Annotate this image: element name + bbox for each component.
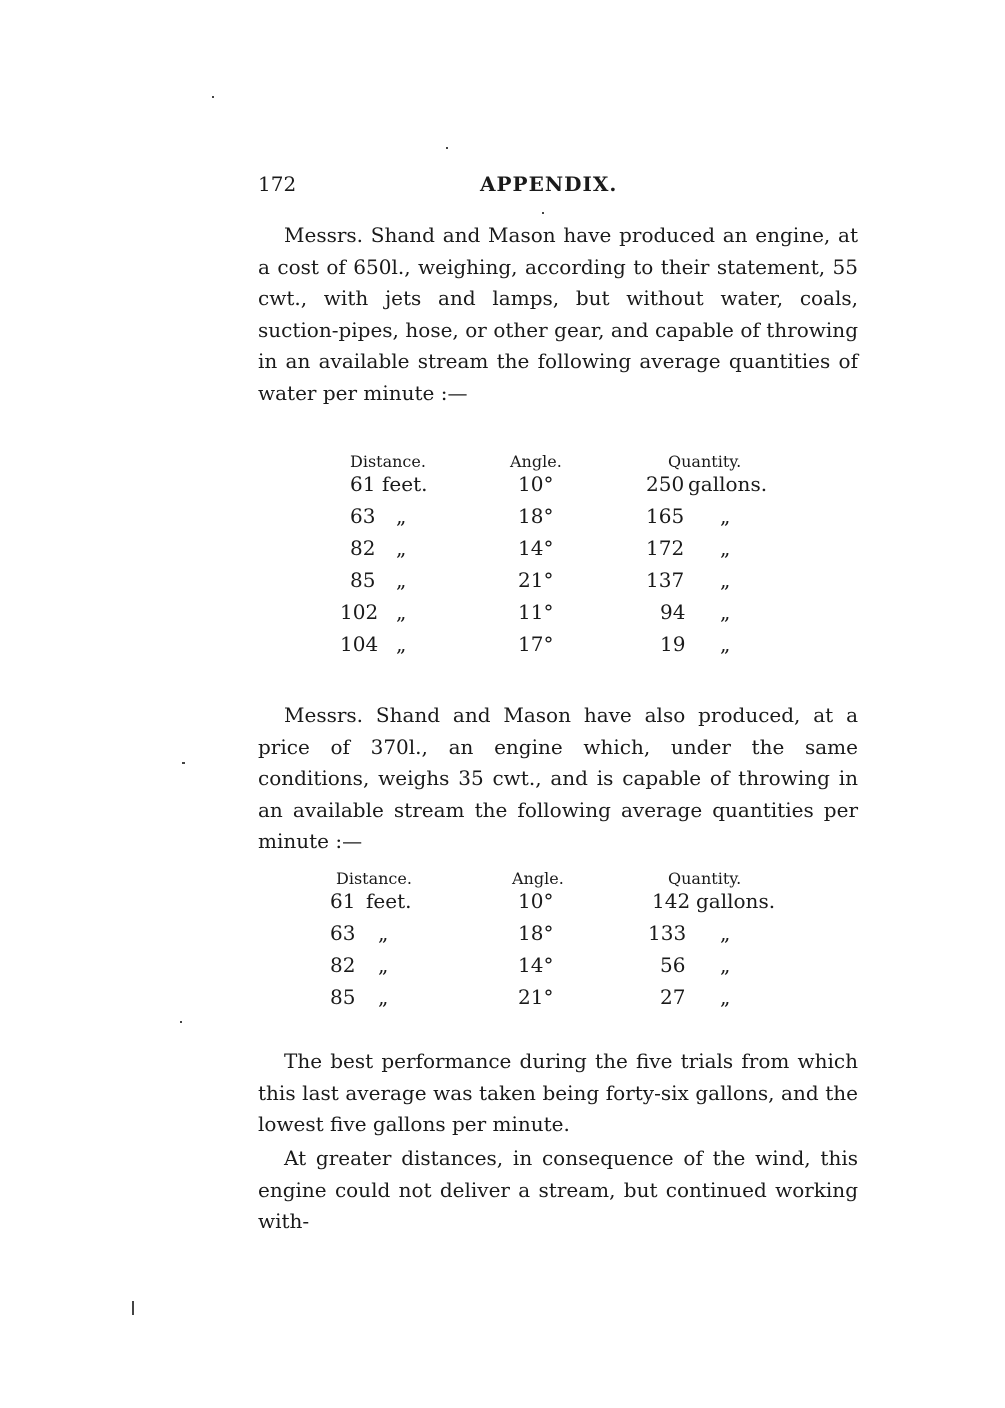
scan-speck xyxy=(182,762,185,764)
paragraph-1: Messrs. Shand and Mason have produced an engine, at a cost of 650l., weighing, according to their statement, 55 cwt., with jets and lamps, but without water, coals, suction-pipes, hose, or other gear, and capable of throwing in an available stream the following average quantities of water per minute :— xyxy=(258,223,858,405)
scan-speck xyxy=(132,1301,134,1315)
scan-speck xyxy=(180,1021,182,1023)
table-row: 61 feet. 10° 250 gallons. xyxy=(350,472,768,496)
paragraph-3: The best performance during the five trials from which this last average was taken being forty-six gallons, and the lowest five gallons per minute. xyxy=(258,1049,858,1136)
table-row: 104 „ 17° 19 „ xyxy=(340,632,731,656)
column-header-angle: Angle. xyxy=(510,452,562,471)
paragraph-4: At greater distances, in consequence of the wind, this engine could not deliver a stream, but continued working with- xyxy=(258,1146,858,1233)
page-number: 172 xyxy=(258,172,297,196)
table-row: 85 „ 21° 27 „ xyxy=(330,985,731,1009)
column-header-quantity: Quantity. xyxy=(668,452,742,471)
column-header-distance: Distance. xyxy=(350,452,426,471)
table-row: 102 „ 11° 94 „ xyxy=(340,600,731,624)
column-header-quantity: Quantity. xyxy=(668,869,742,888)
table-row: 82 „ 14° 172 „ xyxy=(350,536,731,560)
table-row: 63 „ 18° 133 „ xyxy=(330,921,731,945)
scan-speck xyxy=(212,96,214,98)
table-row: 63 „ 18° 165 „ xyxy=(350,504,731,528)
table-row: 85 „ 21° 137 „ xyxy=(350,568,731,592)
scan-speck xyxy=(446,147,448,149)
page-header xyxy=(258,172,858,202)
paragraph-2: Messrs. Shand and Mason have also produced, at a price of 370l., an engine which, under the same conditions, weighs 35 cwt., and is capable of throwing in an available stream the following average quantities per minute :— xyxy=(258,703,858,853)
column-header-distance: Distance. xyxy=(336,869,412,888)
table-row: 82 „ 14° 56 „ xyxy=(330,953,731,977)
scan-speck xyxy=(542,212,544,214)
table-row: 61 feet. 10° 142 gallons. xyxy=(330,889,776,913)
running-title: APPENDIX. xyxy=(480,172,618,196)
column-header-angle: Angle. xyxy=(512,869,564,888)
